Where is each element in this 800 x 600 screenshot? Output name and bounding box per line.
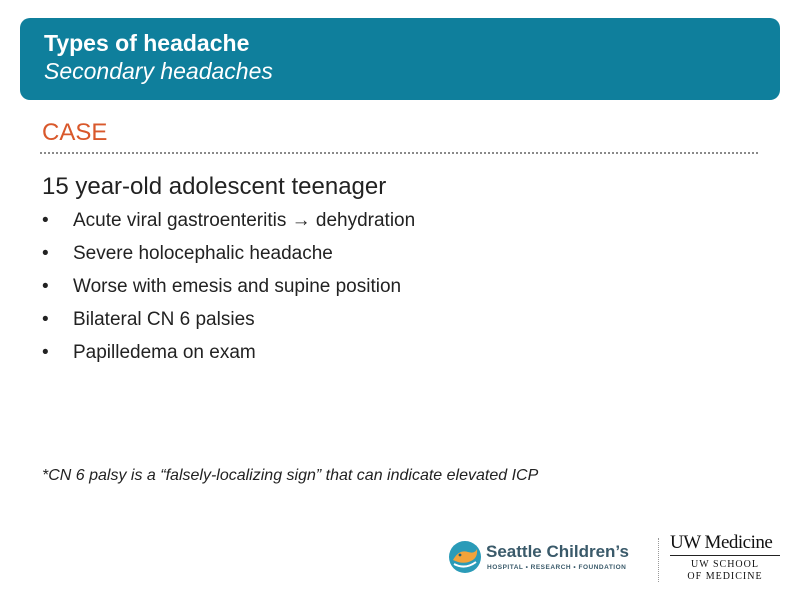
header-banner [20,18,780,100]
logo-divider [658,538,659,582]
seattle-childrens-whale-icon [448,540,482,574]
bullet-text: Acute viral gastroenteritis [73,210,292,231]
uw-medicine-name: UW Medicine [670,532,773,553]
bullet-text: dehydration [310,210,416,231]
footnote: *CN 6 palsy is a “falsely-localizing sign” that can indicate elevated ICP [42,467,539,484]
bullet-icon: • [42,210,49,231]
uw-medicine-logo [670,532,786,590]
uw-logo-rule [670,555,780,556]
bullet-icon: • [42,309,49,330]
list-item [42,241,415,274]
bullet-text: Bilateral CN 6 palsies [73,309,255,330]
section-divider [40,152,758,154]
list-item [42,208,415,241]
logo-bar [448,532,788,592]
bullet-text: Papilledema on exam [73,342,256,363]
bullet-icon: • [42,342,49,363]
list-item [42,340,415,373]
bullet-text: Severe holocephalic headache [73,243,333,264]
slide-title: Types of headache [44,30,250,56]
list-item [42,307,415,340]
case-heading: 15 year-old adolescent teenager [42,173,387,200]
uw-school-name: UW SCHOOL OF MEDICINE [687,559,763,582]
seattle-childrens-tagline: HOSPITAL • RESEARCH • FOUNDATION [487,564,627,571]
case-bullet-list [42,208,415,373]
bullet-icon: • [42,276,49,297]
list-item [42,274,415,307]
seattle-childrens-name: Seattle Children’s [486,542,629,561]
seattle-childrens-logo [448,540,648,580]
right-arrow-icon: → [291,210,311,231]
bullet-icon: • [42,243,49,264]
section-label: CASE [42,119,108,146]
bullet-text: Worse with emesis and supine position [73,276,402,297]
slide-subtitle: Secondary headaches [44,58,273,84]
